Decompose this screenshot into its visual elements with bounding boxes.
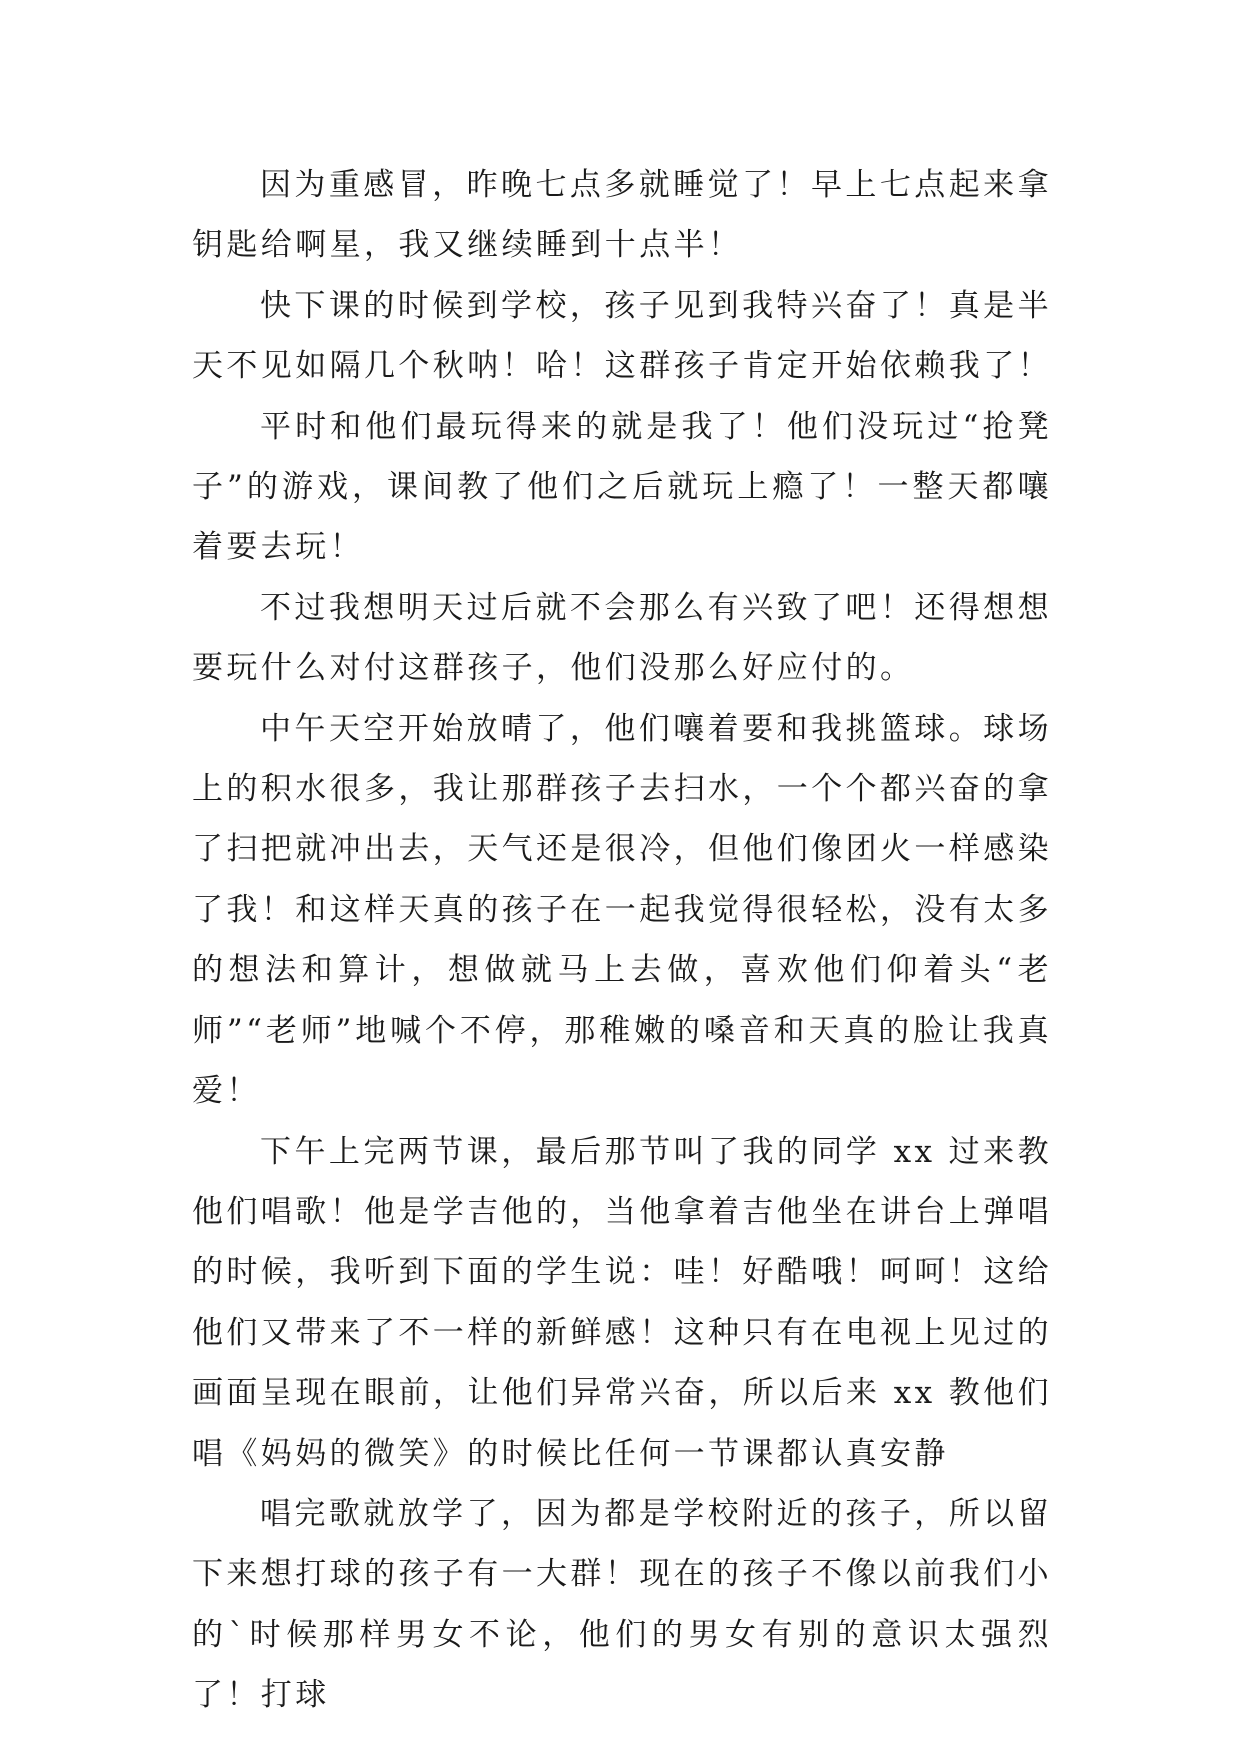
paragraph-4: 不过我想明天过后就不会那么有兴致了吧！还得想想要玩什么对付这群孩子，他们没那么好应付的。	[192, 589, 1052, 687]
paragraph-5: 中午天空开始放晴了，他们嚷着要和我挑篮球。球场上的积水很多，我让那群孩子去扫水，一个个都兴奋的拿了扫把就冲出去，天气还是很冷，但他们像团火一样感染了我！和这样天真的孩子在一起我觉得很轻松，没有太多的想法和算计，想做就马上去做，喜欢他们仰着头“老师”“老师”地喊个不停，那稚嫩的嗓音和天真的脸让我真爱！	[192, 710, 1052, 1110]
paragraph-3: 平时和他们最玩得来的就是我了！他们没玩过“抢凳子”的游戏，课间教了他们之后就玩上瘾了！一整天都嚷着要去玩！	[192, 408, 1052, 566]
paragraph-6: 下午上完两节课，最后那节叫了我的同学 xx 过来教他们唱歌！他是学吉他的，当他拿着吉他坐在讲台上弹唱的时候，我听到下面的学生说：哇！好酷哦！呵呵！这给他们又带来了不一样的新鲜感！这种只有在电视上见过的画面呈现在眼前，让他们异常兴奋，所以后来 xx 教他们唱《妈妈的微笑》的时候比任何一节课都认真安静	[192, 1133, 1052, 1472]
document-body	[192, 155, 1052, 1726]
paragraph-7: 唱完歌就放学了，因为都是学校附近的孩子，所以留下来想打球的孩子有一大群！现在的孩子不像以前我们小的`时候那样男女不论，他们的男女有别的意识太强烈了！打球	[192, 1495, 1052, 1714]
paragraph-1: 因为重感冒，昨晚七点多就睡觉了！早上七点起来拿钥匙给啊星，我又继续睡到十点半！	[192, 167, 1052, 264]
paragraph-2: 快下课的时候到学校，孩子见到我特兴奋了！真是半天不见如隔几个秋呐！哈！这群孩子肯定开始依赖我了！	[192, 287, 1052, 385]
